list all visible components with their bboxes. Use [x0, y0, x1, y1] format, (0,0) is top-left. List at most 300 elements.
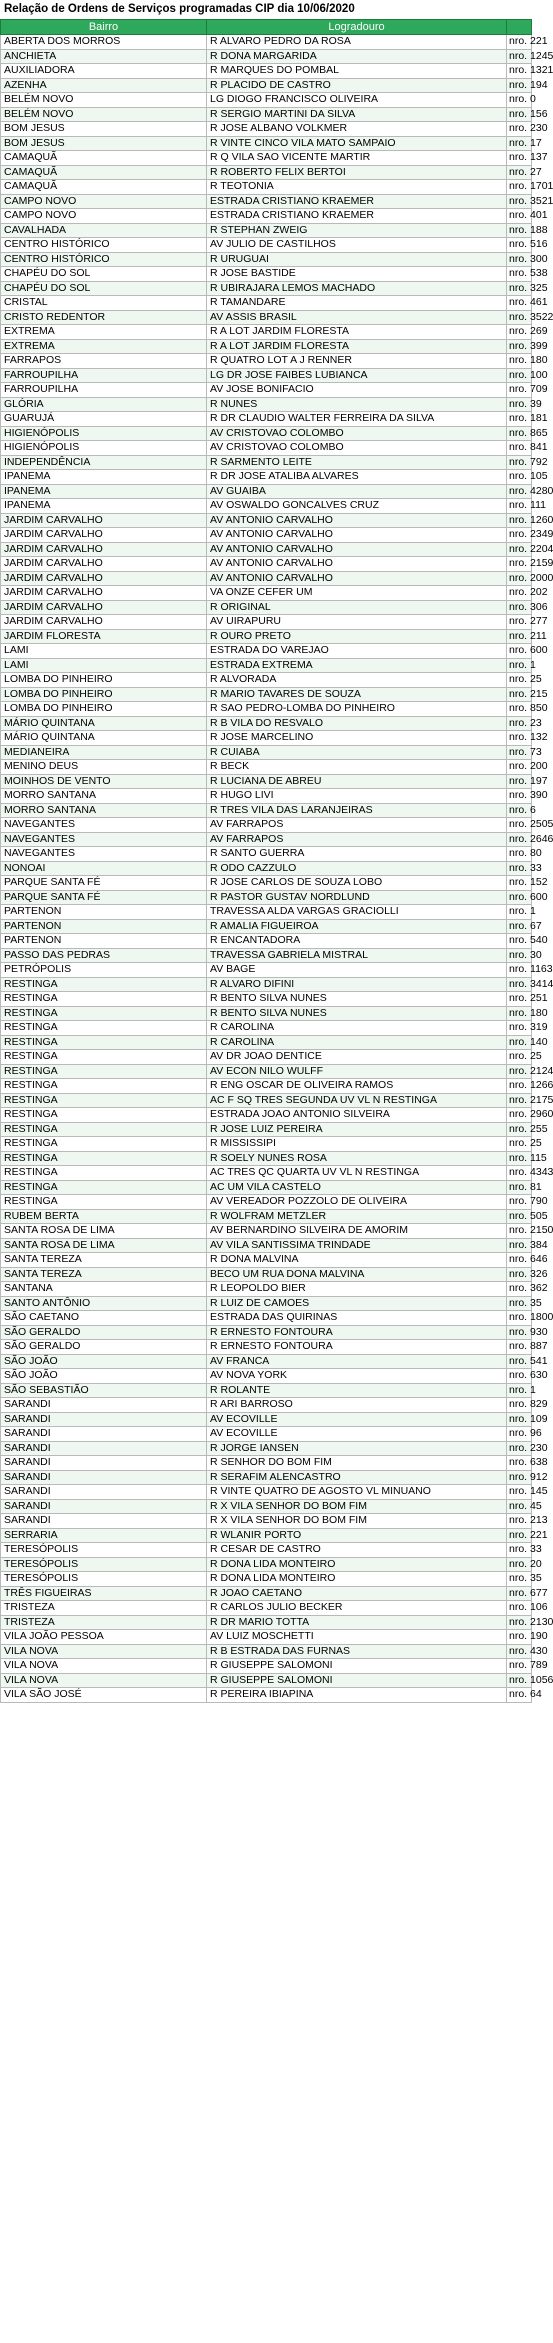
cell-numero: nro. 887	[507, 1340, 532, 1355]
cell-bairro: EXTREMA	[1, 339, 207, 354]
table-row	[1, 1688, 532, 1703]
cell-numero: nro. 100	[507, 368, 532, 383]
cell-numero: nro. 180	[507, 354, 532, 369]
table-row	[1, 1456, 532, 1471]
cell-logradouro: R X VILA SENHOR DO BOM FIM	[207, 1499, 507, 1514]
table-row	[1, 1325, 532, 1340]
cell-numero: nro. 384	[507, 1238, 532, 1253]
cell-logradouro: R ORIGINAL	[207, 600, 507, 615]
cell-bairro: BELÉM NOVO	[1, 107, 207, 122]
cell-logradouro: R ALVORADA	[207, 673, 507, 688]
cell-logradouro: R BENTO SILVA NUNES	[207, 992, 507, 1007]
table-row	[1, 1398, 532, 1413]
cell-numero: nro. 200	[507, 760, 532, 775]
cell-logradouro: R VINTE CINCO VILA MATO SAMPAIO	[207, 136, 507, 151]
table-row	[1, 339, 532, 354]
cell-bairro: VILA NOVA	[1, 1659, 207, 1674]
cell-logradouro: R WLANIR PORTO	[207, 1528, 507, 1543]
cell-bairro: SARANDI	[1, 1470, 207, 1485]
table-row	[1, 1615, 532, 1630]
cell-logradouro: R PEREIRA IBIAPINA	[207, 1688, 507, 1703]
cell-logradouro: R MARIO TAVARES DE SOUZA	[207, 687, 507, 702]
table-row	[1, 919, 532, 934]
cell-numero: nro. 6	[507, 803, 532, 818]
table-row	[1, 484, 532, 499]
table-row	[1, 1195, 532, 1210]
cell-bairro: NAVEGANTES	[1, 847, 207, 862]
cell-logradouro: R TAMANDARE	[207, 296, 507, 311]
cell-bairro: RESTINGA	[1, 1093, 207, 1108]
cell-numero: nro. 25	[507, 1050, 532, 1065]
cell-numero: nro. 190	[507, 1630, 532, 1645]
cell-bairro: SÃO JOÃO	[1, 1354, 207, 1369]
table-row	[1, 499, 532, 514]
cell-bairro: SANTANA	[1, 1282, 207, 1297]
cell-numero: nro. 33	[507, 1543, 532, 1558]
table-row	[1, 716, 532, 731]
cell-logradouro: LG DIOGO FRANCISCO OLIVEIRA	[207, 93, 507, 108]
cell-bairro: SANTO ANTÔNIO	[1, 1296, 207, 1311]
cell-logradouro: R JOSE LUIZ PEREIRA	[207, 1122, 507, 1137]
cell-numero: nro. 1163	[507, 963, 532, 978]
cell-numero: nro. 430	[507, 1644, 532, 1659]
table-row	[1, 615, 532, 630]
cell-numero: nro. 306	[507, 600, 532, 615]
table-row	[1, 1006, 532, 1021]
cell-logradouro: AV VILA SANTISSIMA TRINDADE	[207, 1238, 507, 1253]
table-row	[1, 1180, 532, 1195]
table-row	[1, 49, 532, 64]
table-row	[1, 455, 532, 470]
table-row	[1, 1673, 532, 1688]
cell-numero: nro. 137	[507, 151, 532, 166]
cell-bairro: MORRO SANTANA	[1, 789, 207, 804]
cell-bairro: BELÉM NOVO	[1, 93, 207, 108]
cell-bairro: NAVEGANTES	[1, 818, 207, 833]
cell-logradouro: R CAROLINA	[207, 1021, 507, 1036]
cell-bairro: EXTREMA	[1, 325, 207, 340]
cell-bairro: AZENHA	[1, 78, 207, 93]
cell-logradouro: R GIUSEPPE SALOMONI	[207, 1659, 507, 1674]
cell-numero: nro. 67	[507, 919, 532, 934]
cell-logradouro: AV ANTONIO CARVALHO	[207, 557, 507, 572]
cell-bairro: JARDIM CARVALHO	[1, 513, 207, 528]
cell-logradouro: R A LOT JARDIM FLORESTA	[207, 339, 507, 354]
cell-bairro: CAVALHADA	[1, 223, 207, 238]
cell-numero: nro. 180	[507, 1006, 532, 1021]
table-row	[1, 644, 532, 659]
cell-numero: nro. 45	[507, 1499, 532, 1514]
cell-bairro: SARANDI	[1, 1427, 207, 1442]
cell-logradouro: R SAO PEDRO-LOMBA DO PINHEIRO	[207, 702, 507, 717]
cell-numero: nro. 2505	[507, 818, 532, 833]
table-body	[1, 35, 553, 1703]
cell-bairro: HIGIENÓPOLIS	[1, 426, 207, 441]
table-row	[1, 252, 532, 267]
cell-logradouro: R DONA MARGARIDA	[207, 49, 507, 64]
cell-numero: nro. 326	[507, 1267, 532, 1282]
cell-bairro: TERESÓPOLIS	[1, 1543, 207, 1558]
cell-logradouro: ESTRADA DO VAREJAO	[207, 644, 507, 659]
cell-logradouro: R JOSE MARCELINO	[207, 731, 507, 746]
cell-logradouro: AV NOVA YORK	[207, 1369, 507, 1384]
table-row	[1, 1354, 532, 1369]
table-row	[1, 1659, 532, 1674]
cell-bairro: SANTA ROSA DE LIMA	[1, 1224, 207, 1239]
cell-numero: nro. 213	[507, 1514, 532, 1529]
cell-logradouro: R AMALIA FIGUEIROA	[207, 919, 507, 934]
table-row	[1, 803, 532, 818]
table-row	[1, 542, 532, 557]
cell-bairro: PARTENON	[1, 905, 207, 920]
cell-bairro: MÁRIO QUINTANA	[1, 716, 207, 731]
cell-bairro: SARANDI	[1, 1456, 207, 1471]
table-row	[1, 1441, 532, 1456]
cell-logradouro: R ENG OSCAR DE OLIVEIRA RAMOS	[207, 1079, 507, 1094]
cell-logradouro: AV UIRAPURU	[207, 615, 507, 630]
cell-numero: nro. 96	[507, 1427, 532, 1442]
cell-numero: nro. 115	[507, 1151, 532, 1166]
cell-numero: nro. 25	[507, 1137, 532, 1152]
cell-bairro: GLÓRIA	[1, 397, 207, 412]
table-row	[1, 629, 532, 644]
cell-bairro: JARDIM CARVALHO	[1, 600, 207, 615]
cell-logradouro: AV ECON NILO WULFF	[207, 1064, 507, 1079]
cell-bairro: RESTINGA	[1, 1137, 207, 1152]
table-row	[1, 1601, 532, 1616]
cell-bairro: BOM JESUS	[1, 122, 207, 137]
cell-numero: nro. 109	[507, 1412, 532, 1427]
cell-logradouro: R ARI BARROSO	[207, 1398, 507, 1413]
cell-bairro: VILA NOVA	[1, 1644, 207, 1659]
table-row	[1, 310, 532, 325]
cell-numero: nro. 152	[507, 876, 532, 891]
cell-logradouro: R SERGIO MARTINI DA SILVA	[207, 107, 507, 122]
cell-logradouro: R URUGUAI	[207, 252, 507, 267]
table-row	[1, 847, 532, 862]
table-row	[1, 136, 532, 151]
cell-logradouro: R SERAFIM ALENCASTRO	[207, 1470, 507, 1485]
cell-bairro: FARROUPILHA	[1, 368, 207, 383]
cell-numero: nro. 3522	[507, 310, 532, 325]
cell-logradouro: R TEOTONIA	[207, 180, 507, 195]
cell-logradouro: AV ANTONIO CARVALHO	[207, 571, 507, 586]
table-row	[1, 1528, 532, 1543]
cell-logradouro: AV BERNARDINO SILVEIRA DE AMORIM	[207, 1224, 507, 1239]
table-row	[1, 1224, 532, 1239]
table-row	[1, 107, 532, 122]
cell-logradouro: TRAVESSA GABRIELA MISTRAL	[207, 948, 507, 963]
cell-logradouro: R LUCIANA DE ABREU	[207, 774, 507, 789]
cell-numero: nro. 2175	[507, 1093, 532, 1108]
cell-bairro: CRISTAL	[1, 296, 207, 311]
table-row	[1, 905, 532, 920]
cell-numero: nro. 33	[507, 861, 532, 876]
table-row	[1, 1340, 532, 1355]
cell-logradouro: R SARMENTO LEITE	[207, 455, 507, 470]
table-row	[1, 267, 532, 282]
cell-logradouro: R DONA LIDA MONTEIRO	[207, 1557, 507, 1572]
table-row	[1, 1572, 532, 1587]
table-row	[1, 818, 532, 833]
cell-numero: nro. 646	[507, 1253, 532, 1268]
cell-logradouro: AV ANTONIO CARVALHO	[207, 513, 507, 528]
cell-logradouro: R TRES VILA DAS LARANJEIRAS	[207, 803, 507, 818]
cell-numero: nro. 1260	[507, 513, 532, 528]
cell-numero: nro. 2150	[507, 1224, 532, 1239]
cell-numero: nro. 930	[507, 1325, 532, 1340]
cell-bairro: NAVEGANTES	[1, 832, 207, 847]
table-row	[1, 600, 532, 615]
header-logradouro: Logradouro	[207, 20, 507, 35]
table-row	[1, 1470, 532, 1485]
table-row	[1, 165, 532, 180]
cell-numero: nro. 4343	[507, 1166, 532, 1181]
cell-logradouro: R B VILA DO RESVALO	[207, 716, 507, 731]
cell-logradouro: AV BAGE	[207, 963, 507, 978]
cell-numero: nro. 30	[507, 948, 532, 963]
table-row	[1, 1427, 532, 1442]
cell-logradouro: R QUATRO LOT A J RENNER	[207, 354, 507, 369]
cell-numero: nro. 156	[507, 107, 532, 122]
cell-numero: nro. 600	[507, 890, 532, 905]
cell-numero: nro. 111	[507, 499, 532, 514]
cell-bairro: PARTENON	[1, 934, 207, 949]
cell-numero: nro. 677	[507, 1586, 532, 1601]
cell-logradouro: AV ASSIS BRASIL	[207, 310, 507, 325]
table-row	[1, 528, 532, 543]
cell-bairro: SANTA TEREZA	[1, 1253, 207, 1268]
cell-bairro: RESTINGA	[1, 1122, 207, 1137]
table-row	[1, 1050, 532, 1065]
cell-bairro: PARQUE SANTA FÉ	[1, 876, 207, 891]
table-row	[1, 890, 532, 905]
table-row	[1, 673, 532, 688]
cell-numero: nro. 188	[507, 223, 532, 238]
cell-numero: nro. 790	[507, 1195, 532, 1210]
table-row	[1, 687, 532, 702]
cell-bairro: LAMI	[1, 658, 207, 673]
cell-logradouro: AV ECOVILLE	[207, 1427, 507, 1442]
cell-bairro: RESTINGA	[1, 1195, 207, 1210]
cell-logradouro: R Q VILA SAO VICENTE MARTIR	[207, 151, 507, 166]
cell-bairro: GUARUJÁ	[1, 412, 207, 427]
table-row	[1, 760, 532, 775]
cell-logradouro: R SANTO GUERRA	[207, 847, 507, 862]
cell-logradouro: TRAVESSA ALDA VARGAS GRACIOLLI	[207, 905, 507, 920]
cell-numero: nro. 1701	[507, 180, 532, 195]
cell-logradouro: AC F SQ TRES SEGUNDA UV VL N RESTINGA	[207, 1093, 507, 1108]
cell-logradouro: R SENHOR DO BOM FIM	[207, 1456, 507, 1471]
cell-bairro: JARDIM CARVALHO	[1, 557, 207, 572]
cell-bairro: IPANEMA	[1, 484, 207, 499]
cell-logradouro: R DR JOSE ATALIBA ALVARES	[207, 470, 507, 485]
table-row	[1, 1021, 532, 1036]
table-row	[1, 194, 532, 209]
cell-bairro: SANTA ROSA DE LIMA	[1, 1238, 207, 1253]
service-orders-table	[0, 19, 553, 1703]
cell-logradouro: R WOLFRAM METZLER	[207, 1209, 507, 1224]
cell-logradouro: R CARLOS JULIO BECKER	[207, 1601, 507, 1616]
cell-numero: nro. 300	[507, 252, 532, 267]
cell-logradouro: AV ANTONIO CARVALHO	[207, 542, 507, 557]
table-row	[1, 1543, 532, 1558]
cell-numero: nro. 399	[507, 339, 532, 354]
cell-numero: nro. 2646	[507, 832, 532, 847]
cell-bairro: PASSO DAS PEDRAS	[1, 948, 207, 963]
cell-bairro: SARANDI	[1, 1514, 207, 1529]
cell-logradouro: AV CRISTOVAO COLOMBO	[207, 441, 507, 456]
cell-bairro: NONOAI	[1, 861, 207, 876]
table-row	[1, 296, 532, 311]
cell-numero: nro. 540	[507, 934, 532, 949]
cell-bairro: SARANDI	[1, 1441, 207, 1456]
cell-logradouro: R A LOT JARDIM FLORESTA	[207, 325, 507, 340]
cell-numero: nro. 106	[507, 1601, 532, 1616]
cell-bairro: TRISTEZA	[1, 1615, 207, 1630]
cell-numero: nro. 2159	[507, 557, 532, 572]
cell-bairro: CAMAQUÃ	[1, 180, 207, 195]
cell-logradouro: AV ECOVILLE	[207, 1412, 507, 1427]
table-row	[1, 1311, 532, 1326]
cell-bairro: JARDIM CARVALHO	[1, 615, 207, 630]
cell-logradouro: AV CRISTOVAO COLOMBO	[207, 426, 507, 441]
cell-bairro: SÃO GERALDO	[1, 1340, 207, 1355]
table-row	[1, 180, 532, 195]
cell-logradouro: R ODO CAZZULO	[207, 861, 507, 876]
cell-bairro: CHAPÉU DO SOL	[1, 281, 207, 296]
cell-bairro: RUBEM BERTA	[1, 1209, 207, 1224]
cell-logradouro: AV JULIO DE CASTILHOS	[207, 238, 507, 253]
cell-bairro: MORRO SANTANA	[1, 803, 207, 818]
cell-numero: nro. 202	[507, 586, 532, 601]
cell-numero: nro. 105	[507, 470, 532, 485]
cell-logradouro: R DONA LIDA MONTEIRO	[207, 1572, 507, 1587]
cell-bairro: ABERTA DOS MORROS	[1, 35, 207, 50]
table-row	[1, 571, 532, 586]
cell-numero: nro. 390	[507, 789, 532, 804]
cell-logradouro: R UBIRAJARA LEMOS MACHADO	[207, 281, 507, 296]
cell-bairro: SARANDI	[1, 1412, 207, 1427]
table-row	[1, 1108, 532, 1123]
cell-logradouro: BECO UM RUA DONA MALVINA	[207, 1267, 507, 1282]
table-row	[1, 1209, 532, 1224]
document-title: Relação de Ordens de Serviços programadas CIP dia 10/06/2020	[4, 3, 355, 15]
table-row	[1, 977, 532, 992]
table-row	[1, 1369, 532, 1384]
table-row	[1, 223, 532, 238]
cell-bairro: INDEPENDÊNCIA	[1, 455, 207, 470]
cell-numero: nro. 1056	[507, 1673, 532, 1688]
cell-bairro: PARQUE SANTA FÉ	[1, 890, 207, 905]
cell-numero: nro. 401	[507, 209, 532, 224]
cell-numero: nro. 140	[507, 1035, 532, 1050]
cell-bairro: RESTINGA	[1, 1035, 207, 1050]
cell-bairro: RESTINGA	[1, 992, 207, 1007]
cell-bairro: CENTRO HISTÓRICO	[1, 252, 207, 267]
cell-numero: nro. 132	[507, 731, 532, 746]
cell-numero: nro. 1245	[507, 49, 532, 64]
cell-bairro: SARANDI	[1, 1499, 207, 1514]
table-row	[1, 1122, 532, 1137]
table-row	[1, 325, 532, 340]
table-row	[1, 383, 532, 398]
cell-bairro: JARDIM CARVALHO	[1, 586, 207, 601]
table-row	[1, 1166, 532, 1181]
table-row	[1, 412, 532, 427]
table-row	[1, 1557, 532, 1572]
cell-bairro: SÃO SEBASTIÃO	[1, 1383, 207, 1398]
cell-bairro: AUXILIADORA	[1, 64, 207, 79]
cell-numero: nro. 3521	[507, 194, 532, 209]
table-row	[1, 397, 532, 412]
cell-logradouro: R DR MARIO TOTTA	[207, 1615, 507, 1630]
table-row	[1, 209, 532, 224]
cell-bairro: SARANDI	[1, 1398, 207, 1413]
cell-numero: nro. 35	[507, 1572, 532, 1587]
cell-logradouro: AV OSWALDO GONCALVES CRUZ	[207, 499, 507, 514]
cell-numero: nro. 23	[507, 716, 532, 731]
cell-bairro: CAMAQUÃ	[1, 165, 207, 180]
cell-bairro: CENTRO HISTÓRICO	[1, 238, 207, 253]
table-row	[1, 426, 532, 441]
cell-numero: nro. 230	[507, 1441, 532, 1456]
header-numero	[507, 20, 532, 35]
table-row	[1, 35, 532, 50]
cell-logradouro: R PASTOR GUSTAV NORDLUND	[207, 890, 507, 905]
table-row	[1, 238, 532, 253]
cell-logradouro: AV FARRAPOS	[207, 832, 507, 847]
cell-logradouro: AV ANTONIO CARVALHO	[207, 528, 507, 543]
cell-logradouro: R MARQUES DO POMBAL	[207, 64, 507, 79]
table-row	[1, 1586, 532, 1601]
cell-numero: nro. 2130	[507, 1615, 532, 1630]
cell-bairro: MOINHOS DE VENTO	[1, 774, 207, 789]
cell-logradouro: R CAROLINA	[207, 1035, 507, 1050]
cell-numero: nro. 1321	[507, 64, 532, 79]
cell-numero: nro. 841	[507, 441, 532, 456]
cell-logradouro: R B ESTRADA DAS FURNAS	[207, 1644, 507, 1659]
cell-numero: nro. 516	[507, 238, 532, 253]
cell-numero: nro. 865	[507, 426, 532, 441]
cell-logradouro: R LEOPOLDO BIER	[207, 1282, 507, 1297]
cell-bairro: TERESÓPOLIS	[1, 1572, 207, 1587]
cell-numero: nro. 630	[507, 1369, 532, 1384]
cell-bairro: IPANEMA	[1, 470, 207, 485]
cell-numero: nro. 600	[507, 644, 532, 659]
cell-numero: nro. 3414	[507, 977, 532, 992]
table-row	[1, 1485, 532, 1500]
table-row	[1, 1151, 532, 1166]
cell-numero: nro. 81	[507, 1180, 532, 1195]
cell-numero: nro. 39	[507, 397, 532, 412]
cell-bairro: RESTINGA	[1, 1180, 207, 1195]
cell-bairro: RESTINGA	[1, 1108, 207, 1123]
cell-bairro: TERESÓPOLIS	[1, 1557, 207, 1572]
table-row	[1, 93, 532, 108]
cell-bairro: SÃO GERALDO	[1, 1325, 207, 1340]
table-row	[1, 1064, 532, 1079]
cell-logradouro: AV DR JOAO DENTICE	[207, 1050, 507, 1065]
cell-numero: nro. 541	[507, 1354, 532, 1369]
cell-bairro: SERRARIA	[1, 1528, 207, 1543]
cell-logradouro: AC TRES QC QUARTA UV VL N RESTINGA	[207, 1166, 507, 1181]
cell-logradouro: R ROLANTE	[207, 1383, 507, 1398]
cell-bairro: VILA NOVA	[1, 1673, 207, 1688]
cell-logradouro: ESTRADA CRISTIANO KRAEMER	[207, 194, 507, 209]
cell-numero: nro. 850	[507, 702, 532, 717]
table-row	[1, 934, 532, 949]
